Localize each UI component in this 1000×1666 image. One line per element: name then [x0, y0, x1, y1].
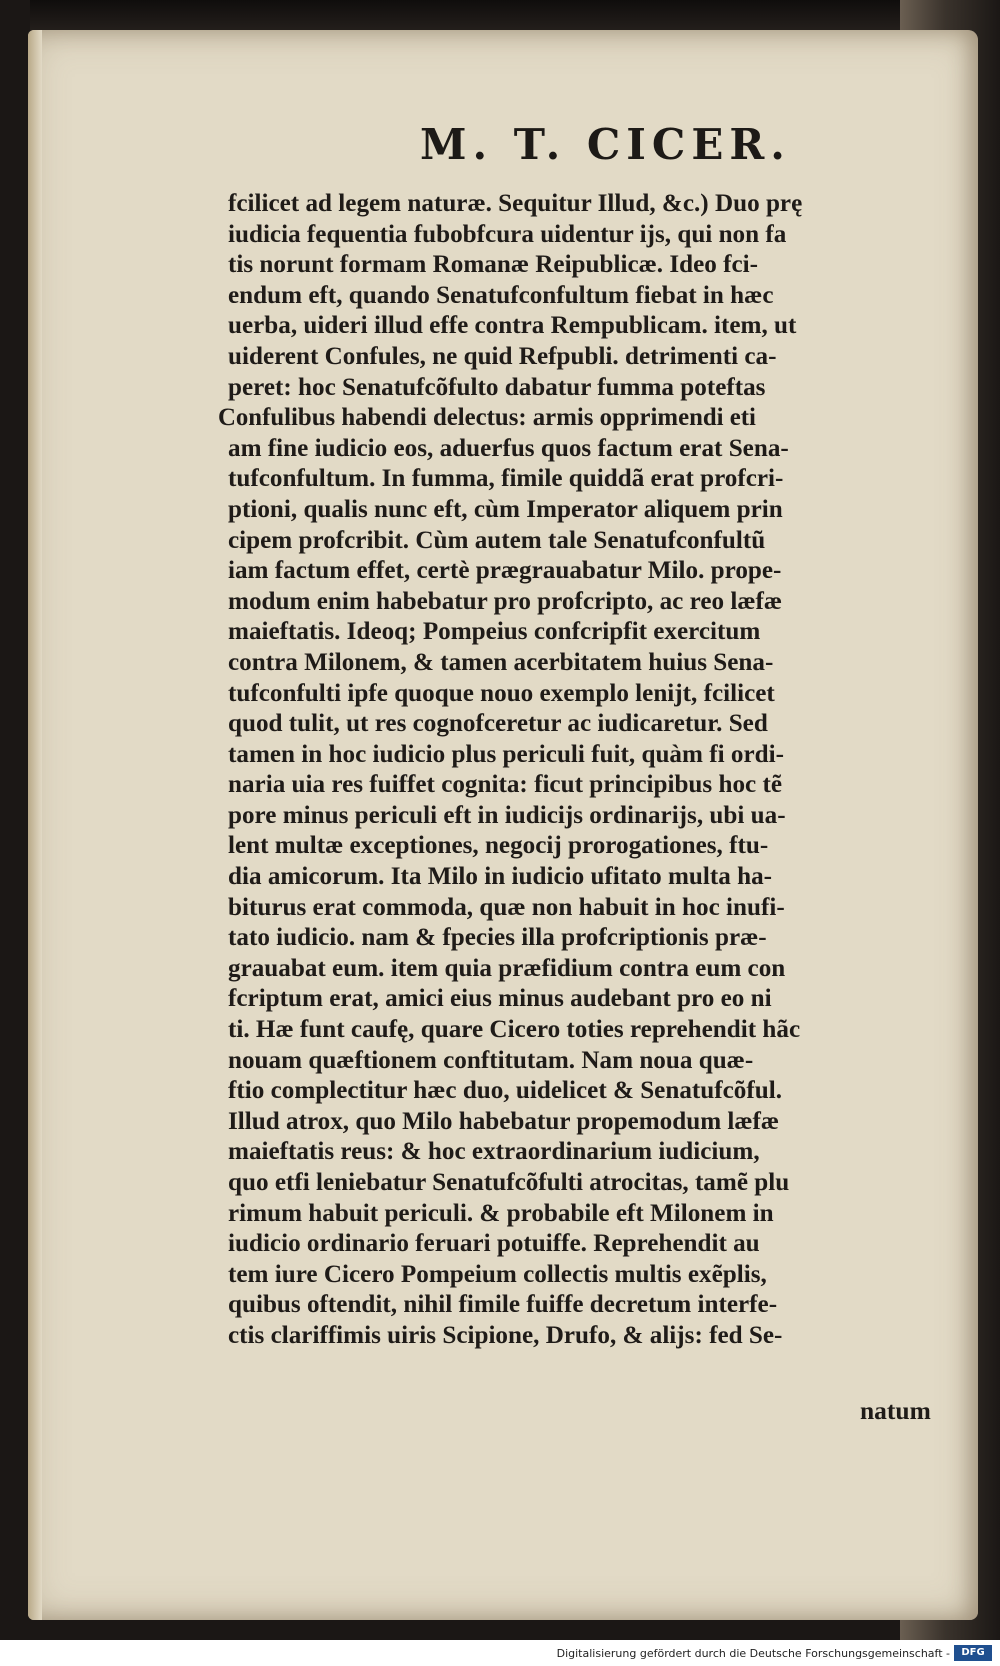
text-line: uiderent Confules, ne quid Refpubli. detrimenti ca- [228, 340, 777, 370]
text-line: dia amicorum. Ita Milo in iudicio ufitato multa ha- [228, 861, 773, 891]
text-line: Illud atrox, quo Milo habebatur propemodum læfæ [228, 1105, 780, 1135]
text-line: quibus oftendit, nihil fimile fuiffe decretum interfe- [228, 1289, 778, 1319]
text-line: pore minus periculi eft in iudicijs ordinarijs, ubi ua- [228, 799, 786, 829]
running-head: M. T. CICER. [420, 120, 791, 169]
text-line: peret: hoc Senatufcõfulto dabatur fumma poteftas [228, 371, 766, 401]
text-line: ptioni, qualis nunc eft, cùm Imperator aliquem prin [228, 493, 783, 523]
text-line: tis norunt formam Romanæ Reipublicæ. Ideo fci- [228, 249, 759, 279]
text-line: Confulibus habendi delectus: armis opprimendi eti [218, 402, 756, 432]
text-line: biturus erat commoda, quæ non habuit in hoc inufi- [228, 891, 785, 921]
text-line: fcriptum erat, amici eius minus audebant pro eo ni [228, 983, 772, 1013]
text-line: modum enim habebatur pro profcripto, ac reo læfæ [228, 585, 783, 615]
text-line: iam factum effet, certè prægrauabatur Milo. prope- [228, 555, 782, 585]
text-line: grauabat eum. item quia præfidium contra eum con [228, 952, 786, 982]
text-line: quo etfi leniebatur Senatufcõfulti atrocitas, tamẽ plu [228, 1167, 790, 1196]
text-line: ctis clariffimis uiris Scipione, Drufo, & alijs: fed Se- [228, 1319, 783, 1349]
text-line: naria uia res fuiffet cognita: ficut principibus hoc tẽ [228, 769, 782, 799]
text-line: nouam quæftionem conftitutam. Nam noua quæ- [228, 1044, 754, 1074]
text-line: ti. Hæ funt caufę, quare Cicero toties reprehendit hãc [228, 1014, 801, 1044]
catchword: natum [860, 1396, 931, 1425]
text-line: cipem profcribit. Cùm autem tale Senatufconfultũ [228, 524, 766, 554]
text-line: tem iure Cicero Pompeium collectis multis exẽplis, [228, 1258, 767, 1288]
text-line: endum eft, quando Senatufconfultum fiebat in hæc [228, 279, 774, 309]
text-line: maieftatis. Ideoq; Pompeius confcripfit exercitum [228, 616, 761, 646]
text-line: tufconfulti ipfe quoque nouo exemplo lenijt, fcilicet [228, 677, 775, 707]
text-line: iudicia fequentia fubobfcura uidentur ijs, qui non fa [228, 218, 787, 248]
text-line: maieftatis reus: & hoc extraordinarium iudicium, [228, 1136, 760, 1166]
digitization-credit: Digitalisierung gefördert durch die Deutsche Forschungsgemeinschaft - [556, 1647, 950, 1660]
body-text [218, 188, 938, 1351]
text-line: rimum habuit periculi. & probabile eft Milonem in [228, 1197, 774, 1227]
text-line: tato iudicio. nam & fpecies illa profcriptionis præ- [228, 922, 767, 952]
text-line: iudicio ordinario feruari potuiffe. Reprehendit au [228, 1228, 760, 1258]
text-line: contra Milonem, & tamen acerbitatem huius Sena- [228, 646, 774, 676]
dfg-logo: DFG [954, 1645, 992, 1661]
page-gutter [28, 30, 42, 1620]
text-line: tufconfultum. In fumma, fimile quiddã erat profcri- [228, 463, 784, 493]
text-line: am fine iudicio eos, aduerfus quos factum erat Sena- [228, 432, 789, 462]
text-line: tamen in hoc iudicio plus periculi fuit, quàm fi ordi- [228, 738, 784, 768]
text-line: quod tulit, ut res cognofceretur ac iudicaretur. Sed [228, 708, 768, 738]
text-line: fcilicet ad legem naturæ. Sequitur Illud, &c.) Duo prę [228, 188, 803, 217]
text-line: ftio complectitur hæc duo, uidelicet & Senatufcõful. [228, 1075, 782, 1105]
text-line: uerba, uideri illud effe contra Rempublicam. item, ut [228, 310, 797, 340]
text-line: lent multæ exceptiones, negocij prorogationes, ftu- [228, 830, 769, 860]
